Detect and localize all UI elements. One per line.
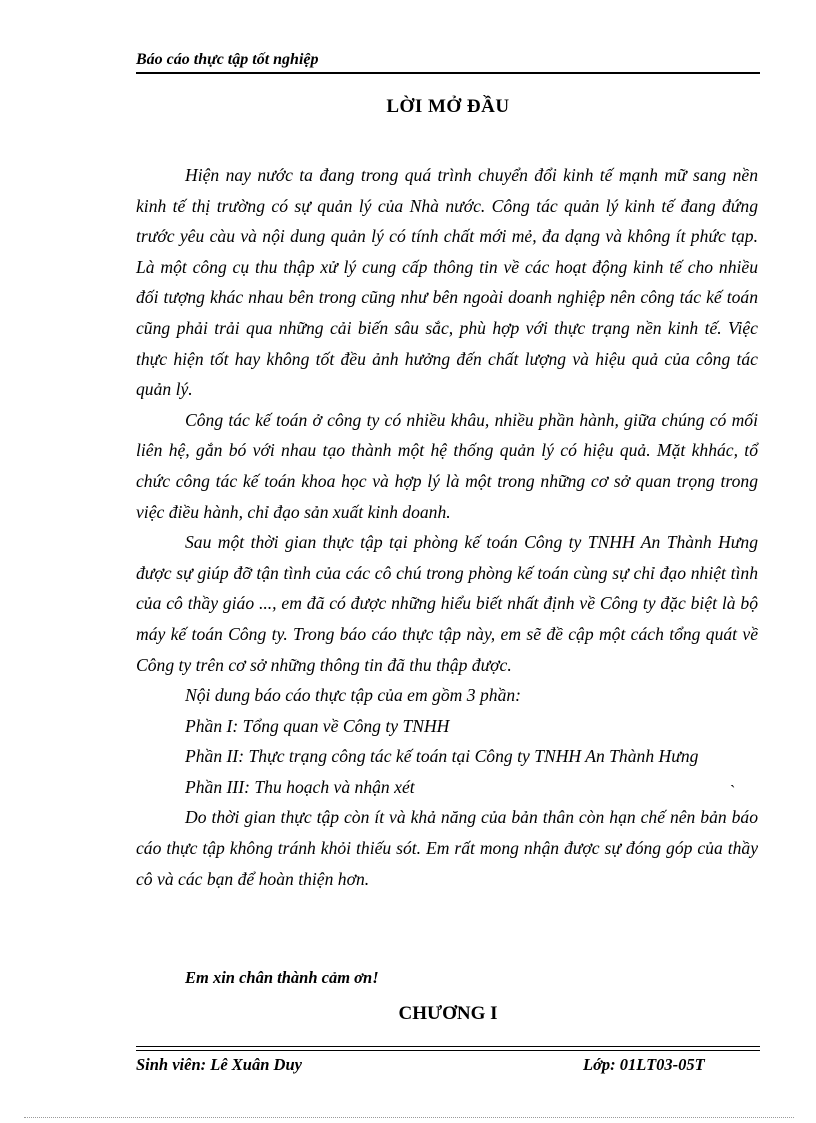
closing-paragraph: Do thời gian thực tập còn ít và khả năng của bản thân còn hạn chế nên bản báo cáo thực tập không tránh khỏi thiếu sót. Em rất mong nhận được sự đóng góp của thầy cô và các bạn để hoàn thiện hơn.	[136, 807, 758, 889]
footer-student: Sinh viên: Lê Xuân Duy	[136, 1055, 302, 1074]
outline-part-2: Phần II: Thực trạng công tác kế toán tại Công ty TNHH An Thành Hưng	[185, 746, 699, 767]
outline-part-3: Phần III: Thu hoạch và nhận xét	[185, 776, 415, 797]
footer-rule-bottom	[136, 1050, 760, 1051]
paragraph-1: Hiện nay nước ta đang trong quá trình chuyển đổi kinh tế mạnh mữ sang nền kinh tế thị trường có sự quản lý của Nhà nước. Công tác quản lý kinh tế đang đứng trước yêu càu và nội dung quản lý có tính chất mới mẻ, đa dạng và không ít phức tạp. Là một công cụ thu thập xử lý cung cấp thông tin về các hoạt động kinh tế cho nhiều đối tượng khác nhau bên trong cũng như bên ngoài doanh nghiệp nên công tác kế toán cũng phải trải qua những cải biến sâu sắc, phù hợp với thực trạng nền kinh tế. Việc thực hiện tốt hay không tốt đều ảnh hưởng đến chất lượng và hiệu quả của công tác quản lý.	[136, 165, 758, 400]
thanks-line: Em xin chân thành cảm ơn!	[185, 968, 379, 987]
footer-rule-top	[136, 1046, 760, 1047]
paragraph-3: Sau một thời gian thực tập tại phòng kế toán Công ty TNHH An Thành Hưng được sự giúp đỡ tận tình của các cô chú trong phòng kế toán cùng sự chỉ đạo nhiệt tình của cô thầy giáo ..., em đã có được những hiểu biết nhất định về Công ty đặc biệt là bộ máy kế toán Công ty. Trong báo cáo thực tập này, em sẽ đề cập một cách tổng quát về Công ty trên cơ sở những thông tin đã thu thập được.	[136, 532, 758, 675]
header-title: Báo cáo thực tập tốt nghiệp	[136, 51, 319, 68]
page-header	[136, 48, 760, 74]
paragraph-2: Công tác kế toán ở công ty có nhiều khâu, nhiều phần hành, giữa chúng có mối liên hệ, gắn bó với nhau tạo thành một hệ thống quản lý có hiệu quả. Mặt khhác, tổ chức công tác kế toán khoa học và hợp lý là một trong những cơ sở quan trọng trong việc điều hành, chỉ đạo sản xuất kinh doanh.	[136, 409, 758, 522]
document-title: LỜI MỞ ĐẦU	[386, 96, 510, 117]
outline-part-1: Phần I: Tổng quan về Công ty TNHH	[185, 715, 450, 736]
footer-class: Lớp: 01LT03-05T	[583, 1055, 705, 1074]
body-text	[136, 160, 758, 894]
stray-mark: `	[730, 783, 736, 800]
outline-intro: Nội dung báo cáo thực tập của em gồm 3 phần:	[185, 685, 522, 706]
page-edge-divider	[24, 1117, 794, 1118]
chapter-heading: CHƯƠNG I	[398, 1003, 498, 1024]
